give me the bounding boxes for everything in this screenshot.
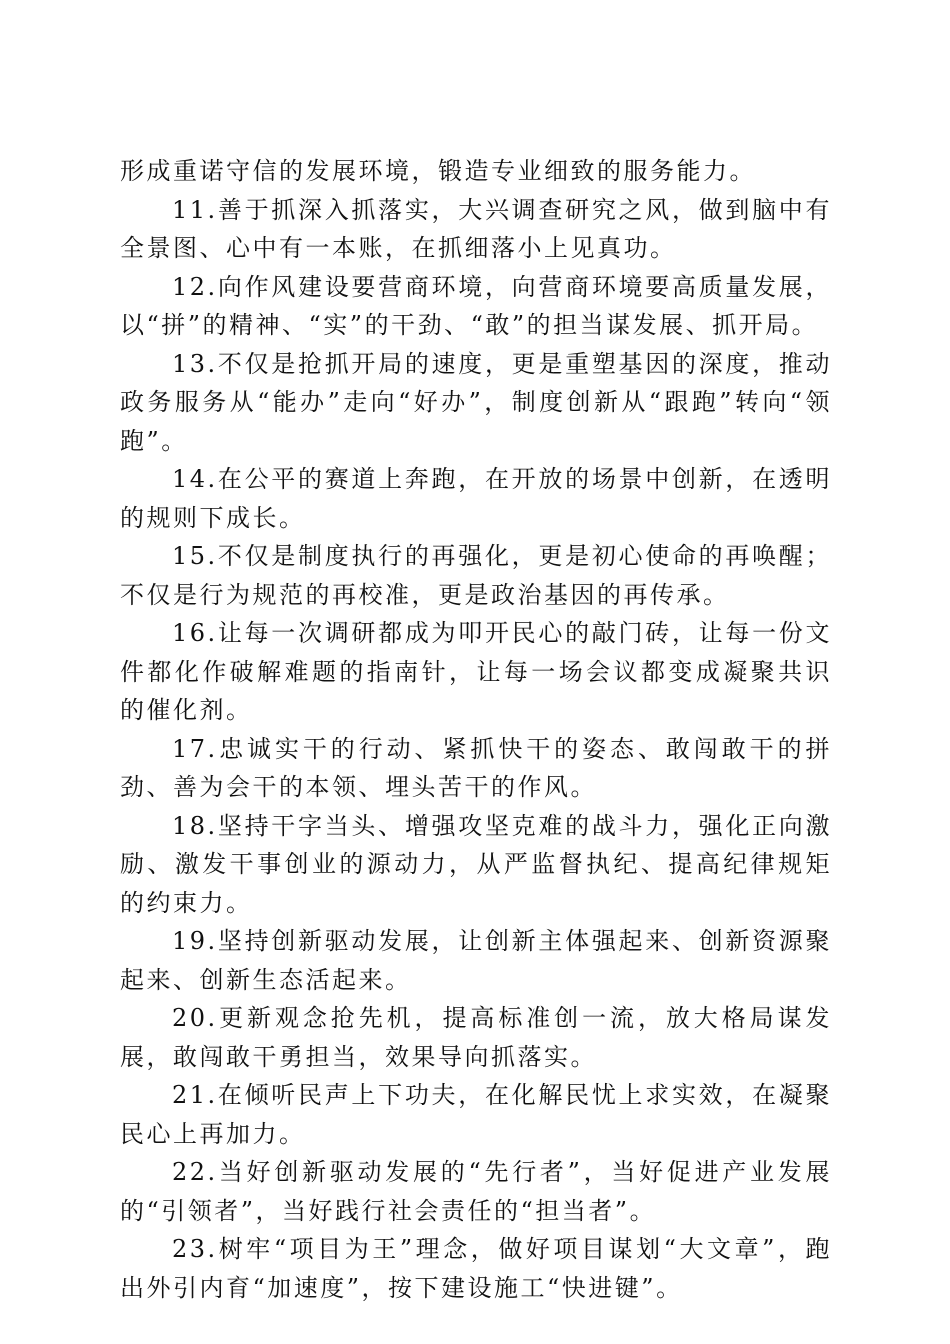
paragraph-item-21: 21.在倾听民声上下功夫，在化解民忧上求实效，在凝聚民心上再加力。 [120,1081,832,1148]
paragraph-item-15: 15.不仅是制度执行的再强化，更是初心使命的再唤醒；不仅是行为规范的再校准，更是政治基因的再传承。 [120,542,832,609]
paragraph-item-14: 14.在公平的赛道上奔跑，在开放的场景中创新，在透明的规则下成长。 [120,465,832,532]
paragraph-item-19: 19.坚持创新驱动发展，让创新主体强起来、创新资源聚起来、创新生态活起来。 [120,927,832,994]
paragraph-item-17: 17.忠诚实干的行动、紧抓快干的姿态、敢闯敢干的拼劲、善为会干的本领、埋头苦干的作风。 [120,734,832,801]
paragraph-item-11: 11.善于抓深入抓落实，大兴调查研究之风，做到脑中有全景图、心中有一本账，在抓细落小上见真功。 [120,195,832,262]
document-page [120,152,832,1307]
paragraph-item-20: 20.更新观念抢先机，提高标准创一流，放大格局谋发展，敢闯敢干勇担当，效果导向抓落实。 [120,1004,832,1071]
paragraph-item-13: 13.不仅是抢抓开局的速度，更是重塑基因的深度，推动政务服务从“能办”走向“好办”，制度创新从“跟跑”转向“领跑”。 [120,349,832,455]
paragraph-item-16: 16.让每一次调研都成为叩开民心的敲门砖，让每一份文件都化作破解难题的指南针，让每一场会议都变成凝聚共识的催化剂。 [120,619,832,724]
paragraph-item-18: 18.坚持干字当头、增强攻坚克难的战斗力，强化正向激励、激发干事创业的源动力，从严监督执纪、提高纪律规矩的约束力。 [120,811,832,917]
paragraph-item-22: 22.当好创新驱动发展的“先行者”，当好促进产业发展的“引领者”，当好践行社会责任的“担当者”。 [120,1158,832,1225]
paragraph-item-12: 12.向作风建设要营商环境，向营商环境要高质量发展，以“拼”的精神、“实”的干劲、“敢”的担当谋发展、抓开局。 [120,272,832,339]
paragraph-continuation: 形成重诺守信的发展环境，锻造专业细致的服务能力。 [120,157,756,185]
paragraph-item-23: 23.树牢“项目为王”理念，做好项目谋划“大文章”，跑出外引内育“加速度”，按下建设施工“快进键”。 [120,1235,832,1302]
